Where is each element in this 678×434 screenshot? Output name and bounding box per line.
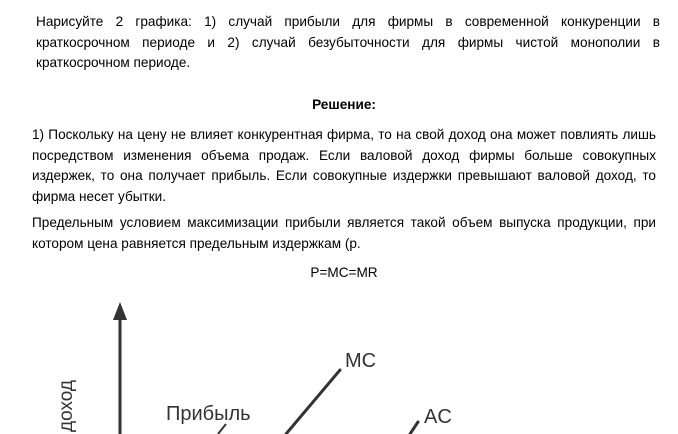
mc-curve [286,370,340,434]
solution-heading: Решение: [312,97,376,112]
task-statement: Нарисуйте 2 графика: 1) случай прибыли для фирмы в современной конкуренции в краткосрочном периоде и 2) случай безубыточности для фирмы чистой монополии в краткосрочном периоде. [36,14,660,70]
y-axis-label: доход [56,380,77,432]
y-axis-arrow-icon [113,302,127,320]
ac-curve [410,422,418,434]
profit-pointer [218,424,226,434]
cost-revenue-graph [0,290,678,434]
solution-paragraph-1: 1) Поскольку на цену не влияет конкурентная фирма, то на свой доход она может повлиять лишь посредством изменения объема продаж. Если валовой доход фирмы больше совокупных издержек, то она получает прибыль. Если совокупные издержки превышают валовой доход, то фирма несет убытки. [32,127,656,204]
mc-label: MC [345,350,377,372]
profit-condition-formula: P=MC=MR [310,265,378,280]
profit-label: Прибыль [166,403,251,425]
solution-paragraph-2: Предельным условием максимизации прибыли является такой объем выпуска продукции, при котором цена равняется предельным издержкам (р. [32,215,656,251]
ac-label: AC [424,406,452,428]
